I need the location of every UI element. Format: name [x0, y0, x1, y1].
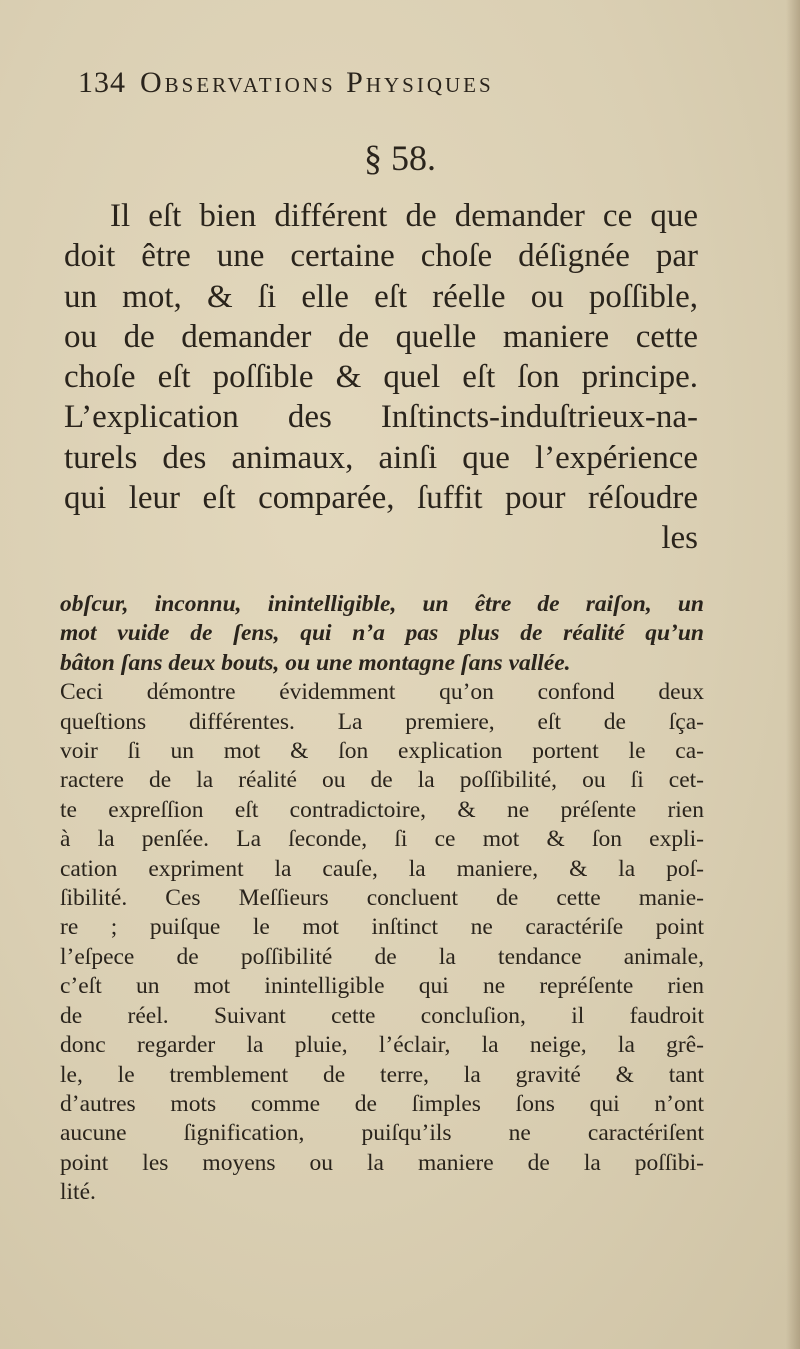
running-title: Observations Physiques	[140, 66, 494, 99]
footnote-line: de réel. Suivant cette concluſion, il faudroit	[60, 1002, 704, 1029]
catchword: les	[661, 520, 698, 557]
footnote-line: aucune ſignification, puiſqu’ils ne caractériſent	[60, 1120, 704, 1147]
footnote-line: cation expriment la cauſe, la maniere, & la poſ-	[60, 855, 704, 882]
footnote-line: ſibilité. Ces Meſſieurs concluent de cette manie-	[60, 885, 704, 912]
footnote-line: te expreſſion eſt contradictoire, & ne préſente rien	[60, 796, 704, 823]
page-edge-shadow	[786, 0, 800, 1349]
footnote-italic-line: bâton ſans deux bouts, ou une montagne ſans vallée.	[60, 649, 571, 676]
footnote-line: d’autres mots comme de ſimples ſons qui n’ont	[60, 1090, 704, 1117]
text-line: un mot, & ſi elle eſt réelle ou poſſible,	[64, 278, 698, 315]
footnote	[60, 590, 704, 1208]
text-line: choſe eſt poſſible & quel eſt ſon principe.	[64, 359, 698, 396]
text-line: turels des animaux, ainſi que l’expérience	[64, 439, 698, 476]
footnote-italic-line: mot vuide de ſens, qui n’a pas plus de réalité qu’un	[60, 620, 704, 647]
footnote-line: Ceci démontre évidemment qu’on confond deux	[60, 679, 704, 706]
footnote-line: ractere de la réalité ou de la poſſibilité, ou ſi cet-	[60, 767, 704, 794]
text-line: Il eſt bien différent de demander ce que	[110, 198, 698, 234]
running-header	[78, 66, 658, 106]
footnote-line: point les moyens ou la maniere de la poſſibi-	[60, 1149, 704, 1176]
footnote-line: donc regarder la pluie, l’éclair, la neige, la grê-	[60, 1032, 704, 1059]
footnote-italic-line: obſcur, inconnu, inintelligible, un être de raiſon, un	[60, 591, 704, 617]
footnote-line: queſtions différentes. La premiere, eſt de ſça-	[60, 708, 704, 735]
text-line: ou de demander de quelle maniere cette	[64, 318, 698, 355]
footnote-line: re ; puiſque le mot inſtinct ne caractériſe point	[60, 914, 704, 941]
main-text	[64, 196, 698, 559]
section-mark: § 58.	[364, 138, 436, 178]
text-line: L’explication des Inſtincts-induſtrieux-na-	[64, 399, 698, 436]
text-line: qui leur eſt comparée, ſuffit pour réſoudre	[64, 480, 698, 517]
footnote-line: c’eſt un mot inintelligible qui ne repréſente rien	[60, 973, 704, 1000]
footnote-line: voir ſi un mot & ſon explication portent le ca-	[60, 738, 704, 765]
footnote-line: l’eſpece de poſſibilité de la tendance animale,	[60, 943, 704, 970]
footnote-line: lité.	[60, 1179, 96, 1206]
footnote-line: à la penſée. La ſeconde, ſi ce mot & ſon expli-	[60, 826, 704, 853]
text-line: doit être une certaine choſe déſignée par	[64, 238, 698, 275]
page-number: 134	[78, 66, 126, 99]
footnote-line: le, le tremblement de terre, la gravité & tant	[60, 1061, 704, 1088]
